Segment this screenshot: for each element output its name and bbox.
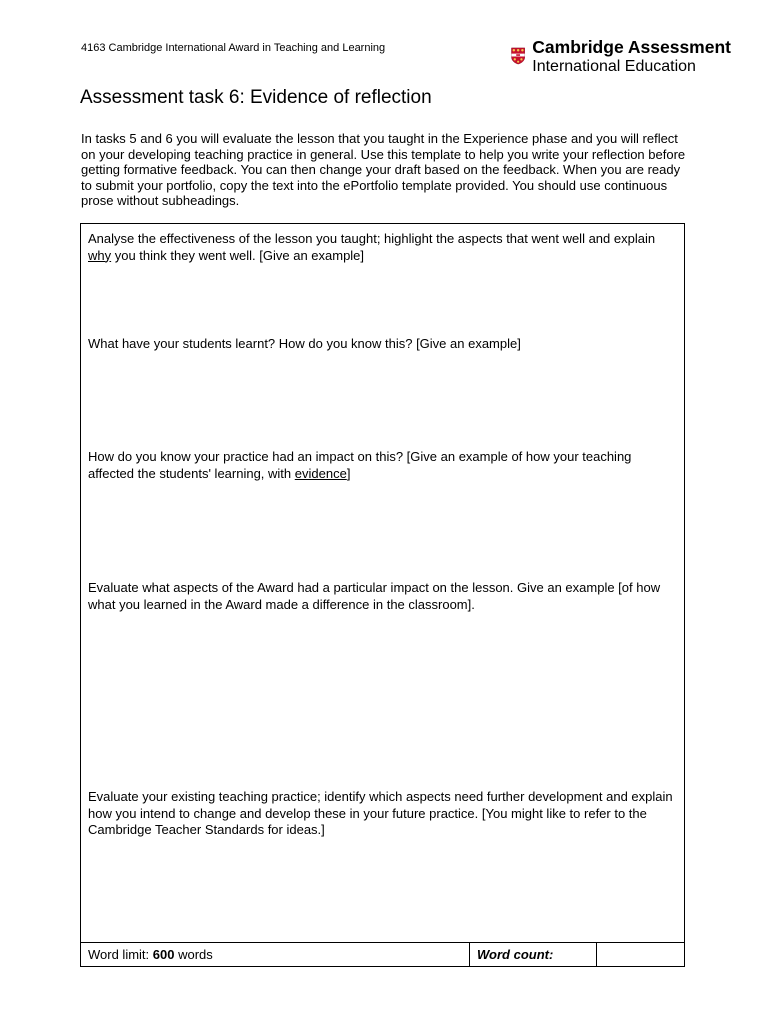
emphasis-evidence: evidence bbox=[294, 465, 347, 481]
word-count-row bbox=[81, 942, 684, 966]
question-existing-practice: Evaluate your existing teaching practice; identify which aspects need further development and explain how you intend to change and develop these in your future practice. [You might like to refer to the Cambridge Teacher Standards for ideas.] bbox=[88, 789, 673, 837]
question-text: How do you know your practice had an impact on this? [Give an example of how your teaching affected the students' learning, with bbox=[88, 449, 632, 481]
crest-shield-icon bbox=[511, 38, 525, 74]
question-text: Analyse the effectiveness of the lesson you taught; highlight the aspects that went well and explain bbox=[88, 231, 656, 246]
word-limit-label: Word limit: bbox=[88, 947, 153, 962]
page-title: Assessment task 6: Evidence of reflection bbox=[80, 87, 432, 108]
question-impact bbox=[88, 449, 678, 482]
question-effectiveness bbox=[88, 231, 678, 264]
reflection-template-box bbox=[80, 223, 685, 967]
word-count-label: Word count: bbox=[470, 943, 597, 966]
question-text: you think they went well. [Give an example] bbox=[111, 247, 365, 263]
cambridge-logo bbox=[511, 38, 731, 78]
intro-paragraph: In tasks 5 and 6 you will evaluate the lesson that you taught in the Experience phase and you will reflect on your developing teaching practice in general. Use this template to help you write your reflection before getting formative feedback. You can then change your draft based on the feedback. When you are ready to submit your portfolio, copy the text into the ePortfolio template provided. You should use continuous prose without subheadings. bbox=[81, 131, 686, 208]
question-award-impact: Evaluate what aspects of the Award had a particular impact on the lesson. Give an example [of how what you learned in the Award made a difference in the classroom]. bbox=[88, 580, 661, 612]
question-students-learnt: What have your students learnt? How do you know this? [Give an example] bbox=[88, 336, 521, 351]
question-text: ] bbox=[346, 465, 351, 481]
logo-line-2: International Education bbox=[532, 57, 696, 75]
word-count-value[interactable] bbox=[597, 943, 684, 966]
word-limit-value: 600 bbox=[152, 947, 175, 962]
course-header: 4163 Cambridge International Award in Teaching and Learning bbox=[81, 42, 386, 54]
word-limit-unit: words bbox=[174, 947, 213, 962]
word-limit-cell bbox=[81, 943, 470, 966]
logo-line-1: Cambridge Assessment bbox=[532, 37, 731, 57]
emphasis-why: why bbox=[88, 247, 112, 263]
